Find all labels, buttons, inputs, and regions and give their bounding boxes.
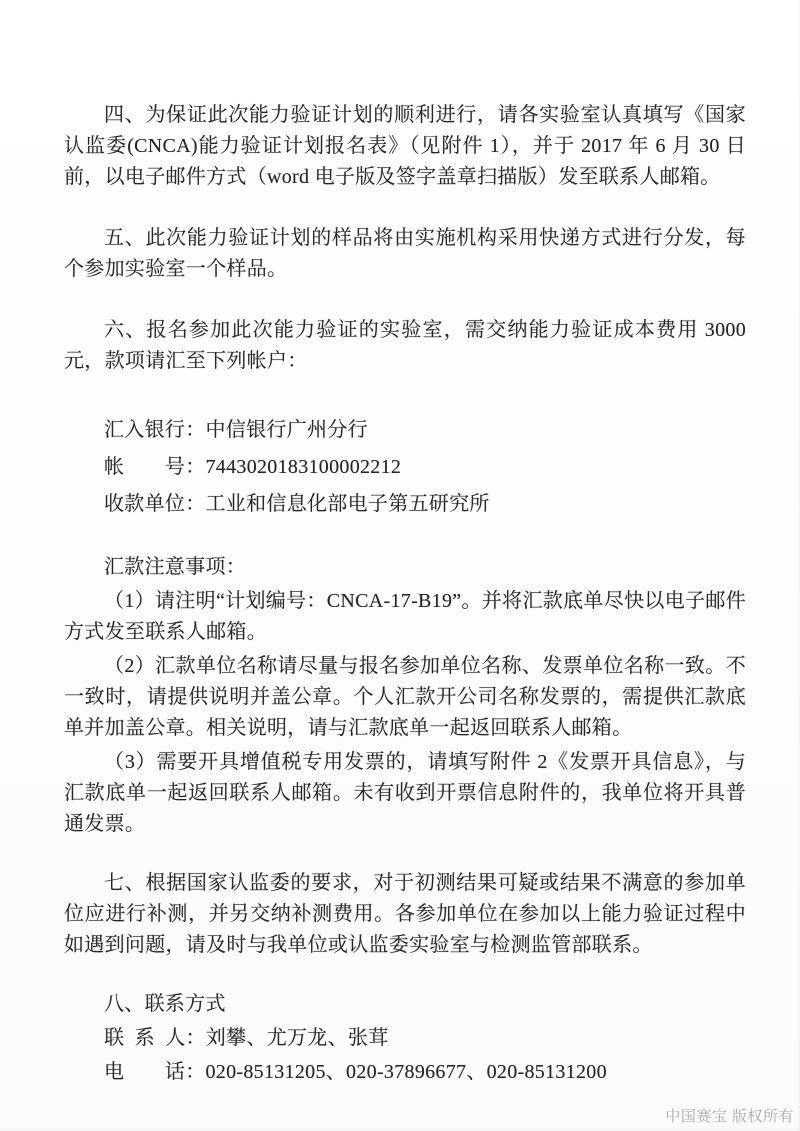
remittance-notes-heading: 汇款注意事项： [104,556,247,578]
bank-line-payee: 收款单位：工业和信息化部电子第五研究所 [104,493,490,515]
note-1: （1）请注明“计划编号：CNCA-17-B19”。并将汇款底单尽快以电子邮件方式发至联系人邮箱。 [64,590,746,643]
bank-line-account-number: 帐 号：7443020183100002212 [104,456,402,478]
note-2: （2）汇款单位名称请尽量与报名参加单位名称、发票单位名称一致。不一致时，请提供说明并盖公章。个人汇款开公司名称发票的，需提供汇款底单并加盖公章。相关说明，请与汇款底单一起返回联系人邮箱。 [64,655,746,739]
document-body [64,100,746,1088]
bank-line-deposit-bank: 汇入银行：中信银行广州分行 [104,419,368,441]
contact-phone-line: 电 话：020-85131205、020-37896677、020-85131200 [104,1061,607,1083]
para-six: 六、报名参加此次能力验证的实验室，需交纳能力验证成本费用 3000 元，款项请汇至下列帐户： [64,319,746,372]
para-four: 四、为保证此次能力验证计划的顺利进行，请各实验室认真填写《国家认监委(CNCA)能力验证计划报名表》（见附件 1），并于 2017 年 6 月 30 日前，以电子邮件方式（word 电子版及签字盖章扫描版）发至联系人邮箱。 [64,104,746,188]
note-3: （3）需要开具增值税专用发票的，请填写附件 2《发票开具信息》，与汇款底单一起返回联系人邮箱。未有收到开票信息附件的，我单位将开具普通发票。 [64,751,746,835]
para-five: 五、此次能力验证计划的样品将由实施机构采用快递方式进行分发，每个参加实验室一个样品。 [64,227,746,280]
copyright-watermark: 中国赛宝 版权所有 [665,1108,794,1125]
contact-persons-line: 联 系 人：刘攀、尤万龙、张茸 [104,1027,389,1049]
para-seven: 七、根据国家认监委的要求，对于初测结果可疑或结果不满意的参加单位应进行补测，并另交纳补测费用。各参加单位在参加以上能力验证过程中如遇到问题，请及时与我单位或认监委实验室与检测监管部联系。 [64,872,746,956]
contact-heading: 八、联系方式 [104,993,226,1015]
